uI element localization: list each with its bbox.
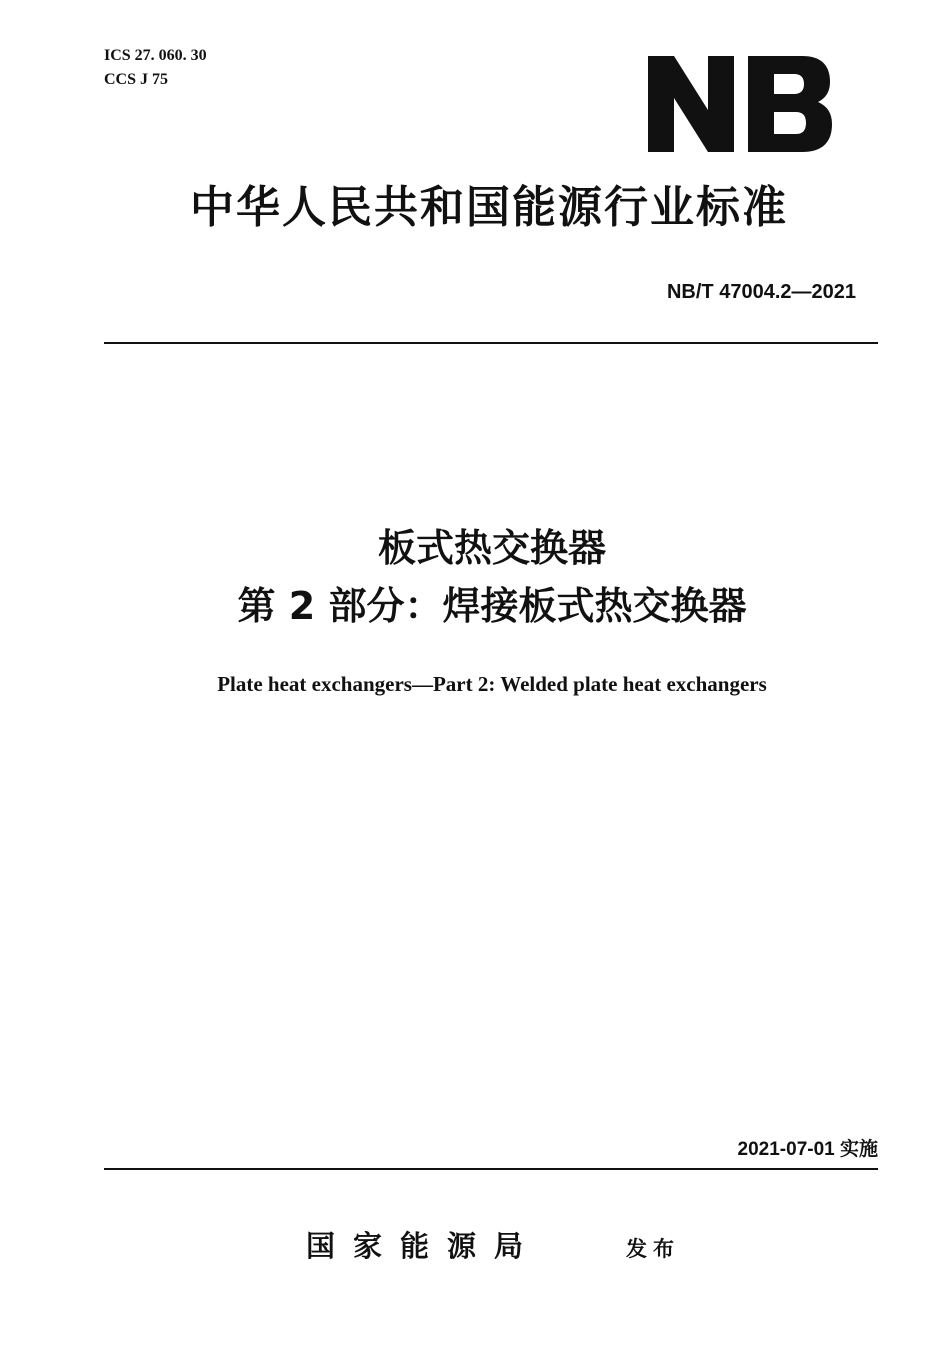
- title-en: Plate heat exchangers—Part 2: Welded plate heat exchangers: [217, 672, 767, 696]
- title-cn-line1: 板式热交换器: [377, 526, 606, 570]
- top-divider: [104, 342, 878, 344]
- bottom-divider: [104, 1168, 878, 1170]
- classification-codes: [104, 44, 207, 92]
- ccs-code: CCS J 75: [104, 71, 169, 88]
- standard-number: NB/T 47004.2—2021: [666, 281, 856, 303]
- issuer-name: 国家能源局: [306, 1229, 542, 1263]
- ics-code: ICS 27. 060. 30: [104, 47, 207, 64]
- title-cn-line2: 第 2 部分：焊接板式热交换器: [237, 584, 747, 628]
- issued-label: 发布: [626, 1237, 680, 1261]
- org-title: 中华人民共和国能源行业标准: [190, 182, 788, 233]
- nb-logo: [644, 52, 834, 156]
- implementation-date: 2021-07-01 实施: [737, 1139, 878, 1160]
